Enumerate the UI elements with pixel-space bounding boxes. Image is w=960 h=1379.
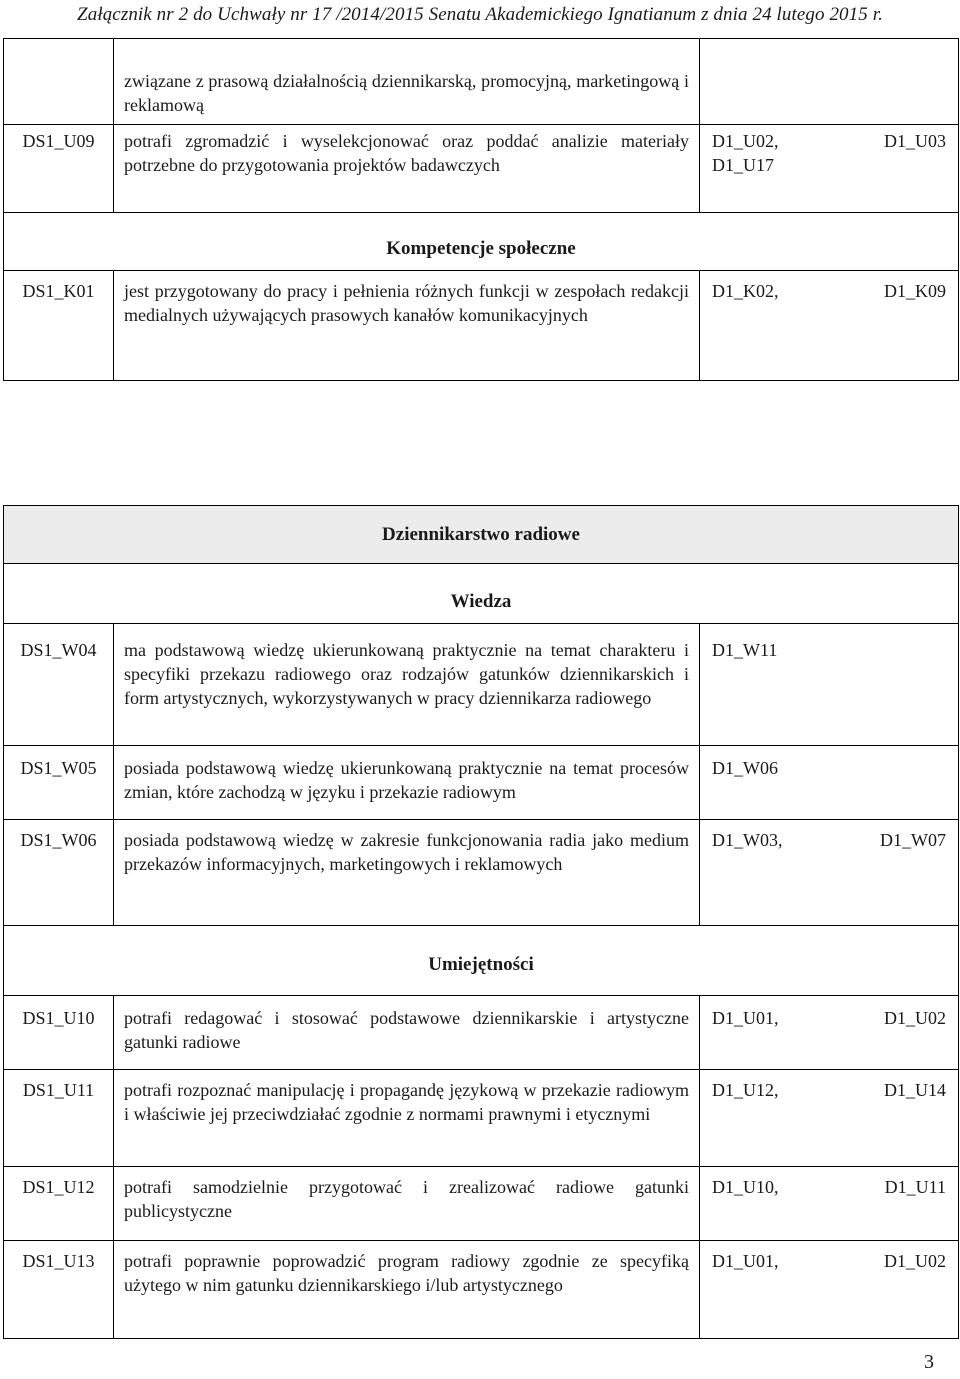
reference-code: D1_W03, [712,830,783,850]
table-row [4,746,959,820]
description-cell: potrafi poprawnie poprowadzić program radiowy zgodnie ze specyfiką użytego w nim gatunku dziennikarskiego i/lub artystycznego [114,1241,700,1339]
section-row [4,926,959,996]
section-row [4,564,959,624]
reference-code: D1_U02 [884,1008,947,1028]
code-cell: DS1_U11 [4,1070,114,1167]
code-cell: DS1_U09 [4,125,114,213]
reference-code: D1_U11 [884,1177,947,1197]
table-row [4,271,959,381]
code-cell: DS1_U13 [4,1241,114,1339]
section-row [4,213,959,271]
table-row [4,125,959,213]
table-row [4,1070,959,1167]
code-cell: DS1_U10 [4,996,114,1070]
reference-cell [700,125,959,213]
reference-code: D1_U01, [712,1008,779,1028]
title-row [4,506,959,564]
page-header: Załącznik nr 2 do Uchwały nr 17 /2014/2015 Senatu Akademickiego Ignatianum z dnia 24 lutego 2015 r. [77,4,883,25]
reference-code: D1_U03 [884,131,946,151]
reference-code: D1_U02, [712,131,779,151]
code-cell: DS1_W04 [4,624,114,746]
reference-code: D1_U12, [712,1080,779,1100]
reference-code: D1_U10, [712,1177,779,1197]
code-cell: DS1_K01 [4,271,114,381]
code-cell: DS1_U12 [4,1167,114,1241]
code-cell: DS1_W05 [4,746,114,820]
reference-cell [700,996,959,1070]
reference-code: D1_K09 [884,281,946,301]
description-cell: posiada podstawową wiedzę ukierunkowaną praktycznie na temat procesów zmian, które zachodzą w języku i przekazie radiowym [114,746,700,820]
reference-code: D1_W07 [880,830,947,850]
reference-cell [700,746,959,820]
section-heading: Umiejętności [4,926,959,996]
code-cell: DS1_W06 [4,820,114,926]
reference-code: D1_U17 [712,155,774,175]
table-row [4,996,959,1070]
reference-cell [700,1070,959,1167]
description-cell: potrafi samodzielnie przygotować i zrealizować radiowe gatunki publicystyczne [114,1167,700,1241]
description-cell: jest przygotowany do pracy i pełnienia różnych funkcji w zespołach redakcji medialnych używających prasowych kanałów komunikacyjnych [114,271,700,381]
table-row [4,624,959,746]
description-cell: potrafi zgromadzić i wyselekcjonować oraz poddać analizie materiały potrzebne do przygotowania projektów badawczych [114,125,700,213]
page-number: 3 [924,1351,934,1373]
reference-code: D1_U14 [884,1080,947,1100]
reference-code: D1_U01, [712,1251,779,1271]
reference-cell [700,1241,959,1339]
description-cell: ma podstawową wiedzę ukierunkowaną praktycznie na temat charakteru i specyfiki przekazu radiowego oraz rodzajów gatunków dziennikarskich i form artystycznych, wykorzystywanych w pracy dziennikarza radiowego [114,624,700,746]
reference-cell [700,820,959,926]
description-cell: potrafi rozpoznać manipulację i propagandę językową w przekazie radiowym i właściwie jej przeciwdziałać zgodnie z normami prawnymi i etycznymi [114,1070,700,1167]
learning-outcomes-table-1 [3,38,959,381]
description-cell: związane z prasową działalnością dziennikarską, promocyjną, marketingową i reklamową [114,39,700,125]
reference-code: D1_W11 [712,640,778,660]
reference-cell [700,271,959,381]
section-heading: Kompetencje społeczne [4,213,959,271]
reference-code: D1_K02, [712,281,779,301]
section-heading: Wiedza [4,564,959,624]
description-cell: posiada podstawową wiedzę w zakresie funkcjonowania radia jako medium przekazów informacyjnych, marketingowych i reklamowych [114,820,700,926]
reference-cell-empty [700,39,959,125]
learning-outcomes-table-2 [3,505,959,1339]
code-cell-empty [4,39,114,125]
description-cell: potrafi redagować i stosować podstawowe dziennikarskie i artystyczne gatunki radiowe [114,996,700,1070]
table-title: Dziennikarstwo radiowe [4,506,959,564]
table-row [4,1241,959,1339]
reference-code: D1_U02 [884,1251,947,1271]
reference-cell [700,624,959,746]
table-row [4,1167,959,1241]
table-row [4,39,959,125]
reference-code: D1_W06 [712,758,778,778]
reference-cell [700,1167,959,1241]
table-row [4,820,959,926]
